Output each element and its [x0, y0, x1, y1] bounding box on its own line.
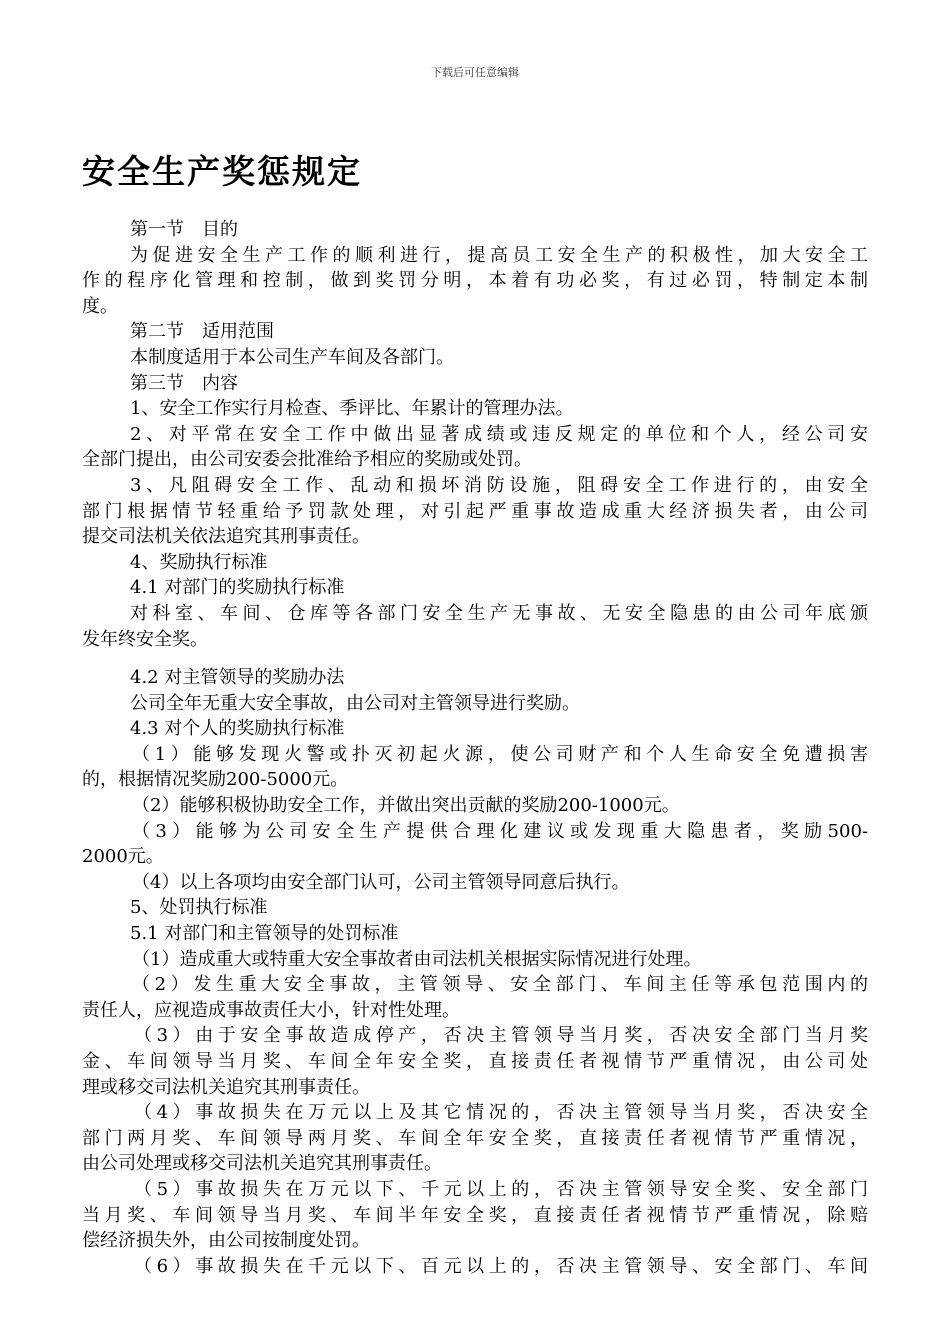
- list-item-line: 的，根据情况奖励200-5000元。: [82, 769, 349, 791]
- subsection-heading: 5、处罚执行标准: [130, 897, 268, 919]
- list-item-line: 责任人，应视造成事故责任大小，针对性处理。: [82, 999, 460, 1021]
- paragraph-line: 全部门提出，由公司安委会批准给予相应的奖励或处罚。: [82, 449, 532, 471]
- list-item-line: （3）能够为公司安全生产提供合理化建议或发现重大隐患者，奖励500-: [132, 820, 868, 842]
- paragraph-line: 本制度适用于本公司生产车间及各部门。: [130, 346, 454, 368]
- subsection-heading: 4.3 对个人的奖励执行标准: [130, 718, 345, 740]
- list-item-line: 由公司处理或移交司法机关追究其刑事责任。: [82, 1153, 442, 1175]
- paragraph-line: 提交司法机关依法追究其刑事责任。: [82, 526, 370, 548]
- list-item-line: 理或移交司法机关追究其刑事责任。: [82, 1076, 370, 1098]
- section-heading-scope: 第二节 适用范围: [130, 321, 274, 343]
- header-note: 下载后可任意编辑: [431, 66, 519, 79]
- subsection-heading: 5.1 对部门和主管领导的处罚标准: [130, 923, 399, 945]
- list-item-line: 当月奖、车间领导当月奖、车间半年安全奖，直接责任者视情节严重情况，除赔: [82, 1204, 868, 1226]
- paragraph-line: 2、对平常在安全工作中做出显著成绩或违反规定的单位和个人，经公司安: [130, 423, 868, 445]
- list-item-line: （5）事故损失在万元以下、千元以上的，否决主管领导安全奖、安全部门: [134, 1178, 868, 1200]
- paragraph-line: 为促进安全生产工作的顺利进行，提高员工安全生产的积极性，加大安全工: [130, 244, 868, 266]
- list-item-line: （4）事故损失在万元以上及其它情况的，否决主管领导当月奖，否决安全: [134, 1102, 868, 1124]
- list-item-line: （4）以上各项均由安全部门认可，公司主管领导同意后执行。: [132, 871, 630, 893]
- list-item-line: （1）造成重大或特重大安全事故者由司法机关根据实际情况进行处理。: [132, 948, 702, 970]
- paragraph-line: 对科室、车间、仓库等各部门安全生产无事故、无安全隐患的由公司年底颁: [130, 602, 868, 624]
- subsection-heading: 4、奖励执行标准: [130, 551, 268, 573]
- list-item-line: （6）事故损失在千元以下、百元以上的，否决主管领导、安全部门、车间: [134, 1255, 868, 1277]
- subsection-heading: 4.2 对主管领导的奖励办法: [130, 667, 345, 689]
- paragraph-line: 部门根据情节轻重给予罚款处理，对引起严重事故造成重大经济损失者，由公司: [82, 500, 868, 522]
- paragraph-line: 度。: [82, 295, 118, 317]
- paragraph-line: 公司全年无重大安全事故，由公司对主管领导进行奖励。: [130, 692, 580, 714]
- paragraph-line: 发年终安全奖。: [82, 628, 208, 650]
- paragraph-line: 3、凡阻碍安全工作、乱动和损坏消防设施，阻碍安全工作进行的，由安全: [130, 474, 868, 496]
- paragraph-line: 1、安全工作实行月检查、季评比、年累计的管理办法。: [130, 398, 574, 420]
- document-body: [82, 217, 868, 1279]
- list-item-line: 部门两月奖、车间领导两月奖、车间全年安全奖，直接责任者视情节严重情况，: [82, 1127, 868, 1149]
- list-item-line: 2000元。: [82, 846, 164, 868]
- list-item-line: （1）能够发现火警或扑灭初起火源，使公司财产和个人生命安全免遭损害: [132, 743, 868, 765]
- paragraph-line: 作的程序化管理和控制，做到奖罚分明，本着有功必奖，有过必罚，特制定本制: [82, 270, 868, 292]
- list-item-line: 偿经济损失外，由公司按制度处罚。: [82, 1230, 370, 1252]
- list-item-line: （2）发生重大安全事故，主管领导、安全部门、车间主任等承包范围内的: [132, 974, 868, 996]
- subsection-heading: 4.1 对部门的奖励执行标准: [130, 577, 345, 599]
- section-heading-purpose: 第一节 目的: [130, 219, 238, 240]
- list-item-line: （3）由于安全事故造成停产，否决主管领导当月奖，否决安全部门当月奖: [134, 1025, 868, 1047]
- list-item-line: 金、车间领导当月奖、车间全年安全奖，直接责任者视情节严重情况，由公司处: [82, 1051, 868, 1072]
- document-title: 安全生产奖惩规定: [82, 152, 362, 191]
- list-item-line: （2）能够积极协助安全工作，并做出突出贡献的奖励200-1000元。: [132, 795, 680, 817]
- section-heading-content: 第三节 内容: [130, 372, 238, 394]
